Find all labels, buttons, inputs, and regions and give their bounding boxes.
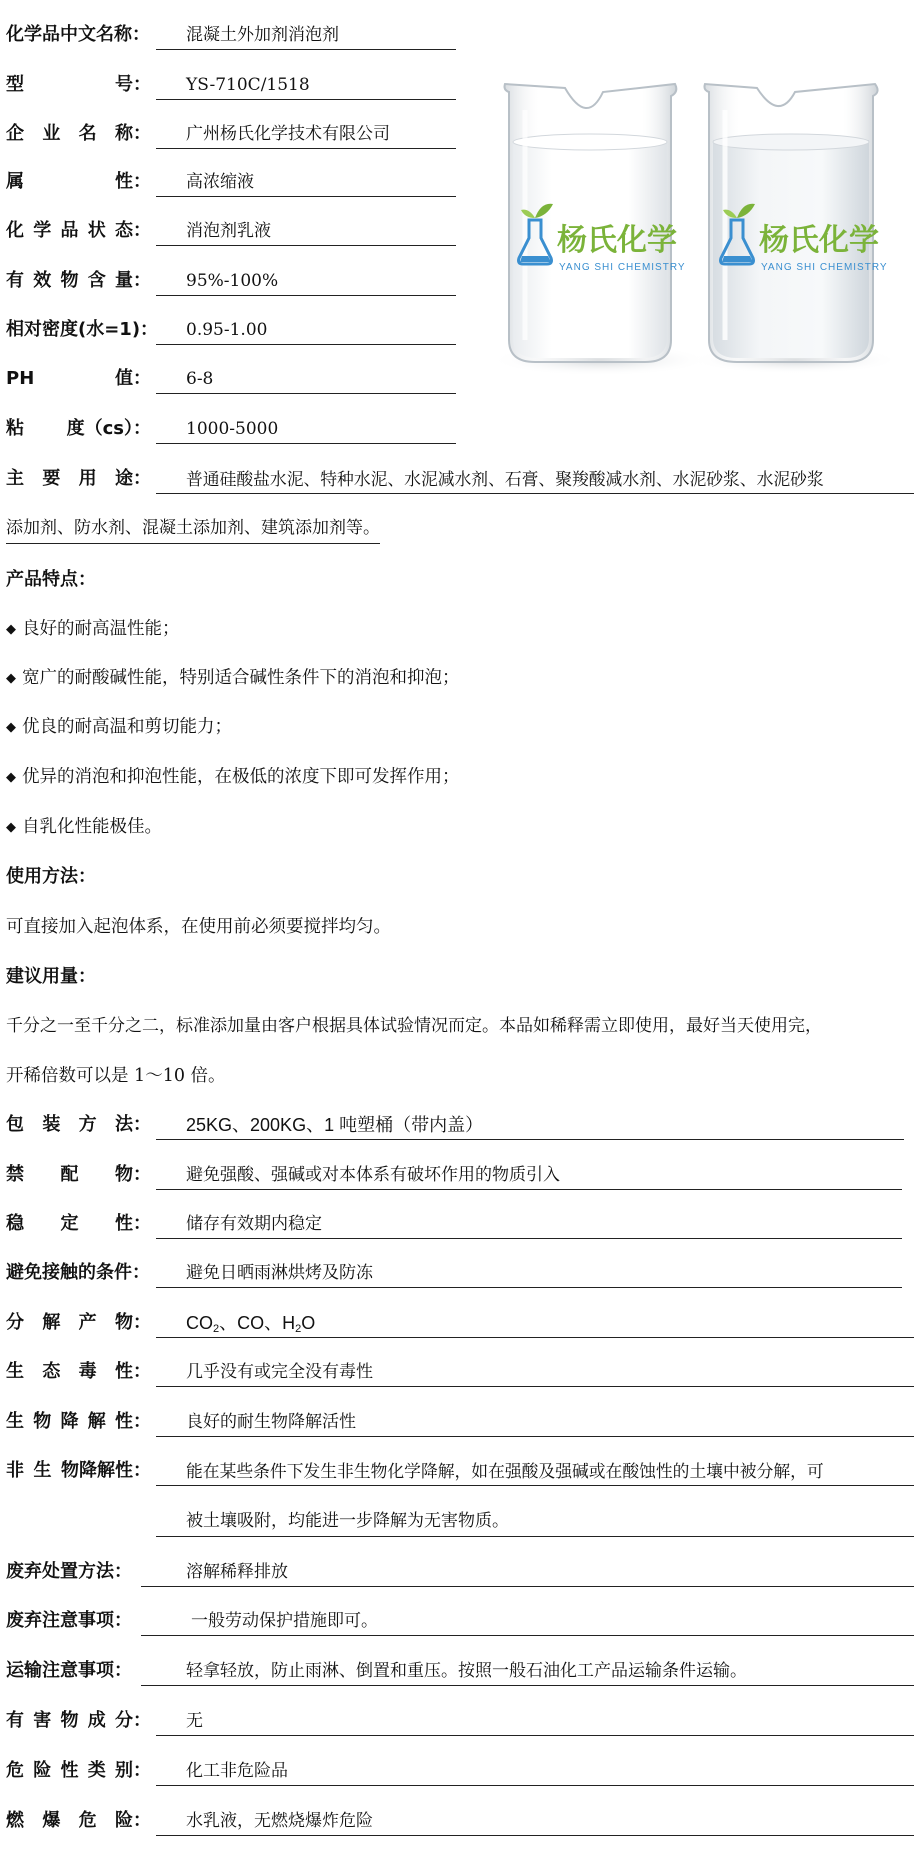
field-label-text: 法：	[114, 1114, 151, 1135]
field-label-text: 险：	[114, 1810, 151, 1831]
brand-name-left: 杨氏化学	[557, 223, 677, 258]
field-value: 无	[156, 1706, 914, 1736]
field-value: 避免强酸、强碱或对本体系有破坏作用的物质引入	[156, 1160, 902, 1190]
field-label-text: 学	[33, 220, 52, 241]
field-value: 溶解稀释排放	[141, 1557, 914, 1587]
field-label	[6, 1706, 151, 1736]
field-label-text: 包	[6, 1114, 24, 1135]
field-label-text: 主	[6, 468, 24, 489]
brand-name-right: 杨氏化学	[759, 223, 879, 258]
field-label-text: 物	[60, 270, 79, 291]
field-label: 运输注意事项：	[6, 1660, 132, 1681]
field-label-text: 性	[60, 1760, 79, 1781]
field-hazard-class	[6, 1756, 914, 1786]
field-label-text: 号：	[115, 74, 151, 95]
field-label	[6, 1756, 151, 1786]
field-label-text: 属	[6, 171, 24, 192]
field-value: 消泡剂乳液	[156, 216, 456, 246]
field-label-text: 物	[60, 1710, 79, 1731]
field-label-text: 要	[42, 468, 61, 489]
field-ph	[6, 364, 456, 394]
field-label-text: 含	[87, 270, 106, 291]
field-decomposition	[6, 1308, 914, 1338]
field-label	[6, 1456, 151, 1486]
field-label-text: 性：	[115, 1213, 151, 1234]
field-abiotic-degradation	[6, 1456, 914, 1486]
field-label-text: 有	[6, 1710, 24, 1731]
features-heading: 产品特点：	[6, 569, 96, 590]
field-label	[6, 1160, 151, 1190]
feature-item	[6, 812, 162, 843]
field-density	[6, 315, 456, 345]
field-label-text: 值：	[115, 368, 151, 389]
feature-item	[6, 663, 460, 694]
field-label-text: 效	[33, 270, 52, 291]
field-label: 避免接触的条件：	[6, 1262, 150, 1283]
beakers-illustration	[495, 70, 915, 380]
field-disposal-method	[6, 1557, 914, 1587]
diamond-bullet-icon: ◆	[6, 622, 16, 637]
field-value: 几乎没有或完全没有毒性	[156, 1357, 914, 1387]
field-label-text: 物：	[114, 1312, 151, 1333]
field-label-text: 非	[6, 1460, 24, 1481]
field-model	[6, 70, 456, 100]
field-label-text: 危	[6, 1760, 24, 1781]
field-label-text: 物降解性：	[61, 1460, 151, 1481]
field-label: 化学品中文名称：	[6, 24, 150, 45]
field-label-text: 分：	[115, 1710, 151, 1731]
field-value: 储存有效期内稳定	[156, 1209, 902, 1239]
dosage-text-2: 开稀倍数可以是 1～10 倍。	[6, 1066, 226, 1086]
field-label-text: 状	[87, 220, 106, 241]
feature-item	[6, 614, 180, 645]
field-label-text: 企	[6, 123, 24, 144]
field-value: 广州杨氏化学技术有限公司	[156, 119, 456, 149]
field-main-usage	[6, 464, 914, 494]
field-value: 轻拿轻放，防止雨淋、倒置和重压。按照一般石油化工产品运输条件运输。	[141, 1656, 914, 1686]
field-label	[6, 1806, 151, 1836]
field-label-text: 性：	[114, 1361, 151, 1382]
field-label-text: 性：	[115, 171, 151, 192]
field-value: $CO_2$、CO、$H_2O$	[156, 1308, 914, 1338]
field-label-text: 性：	[115, 1411, 151, 1432]
field-label: 废弃注意事项：	[6, 1610, 132, 1631]
abiotic-line-2	[156, 1506, 914, 1537]
field-value: 化工非危险品	[156, 1756, 914, 1786]
field-label	[6, 70, 151, 100]
field-label-text: 危	[78, 1810, 97, 1831]
field-label-text: 生	[6, 1361, 24, 1382]
product-beakers-image	[495, 70, 915, 380]
field-label-text: 名	[78, 123, 97, 144]
feature-text: 良好的耐高温性能；	[22, 619, 180, 639]
field-label-text: 量：	[115, 270, 151, 291]
field-packaging	[6, 1110, 906, 1140]
feature-text: 优良的耐高温和剪切能力；	[22, 717, 232, 737]
field-value: 1000-5000	[156, 414, 456, 444]
field-label-text: 型	[6, 74, 24, 95]
field-label-text: 品	[60, 220, 79, 241]
field-label-text: 物	[33, 1411, 52, 1432]
subscript: 2	[213, 1323, 220, 1335]
method-text: 可直接加入起泡体系，在使用前必须要搅拌均匀。	[6, 917, 391, 937]
field-viscosity	[6, 414, 456, 444]
field-value: 95%-100%	[156, 266, 456, 296]
field-incompatible	[6, 1160, 906, 1190]
field-value: 一般劳动保护措施即可。	[141, 1606, 914, 1636]
feature-item	[6, 712, 232, 743]
field-value: 6-8	[156, 364, 456, 394]
field-label: 废弃处置方法：	[6, 1561, 132, 1582]
field-value: 能在某些条件下发生非生物化学降解，如在强酸及强碱或在酸蚀性的土壤中被分解，可	[156, 1456, 914, 1486]
field-label-text: 生	[6, 1411, 24, 1432]
field-avoid-conditions	[6, 1258, 906, 1288]
brand-en-right: YANG SHI CHEMISTRY	[761, 262, 888, 273]
field-label-text: 禁	[6, 1164, 24, 1185]
feature-text: 自乳化性能极佳。	[22, 817, 162, 837]
field-value: YS-710C/1518	[156, 70, 456, 100]
field-label	[6, 1110, 151, 1140]
field-label	[6, 414, 151, 444]
field-label-text: PH	[6, 368, 35, 389]
field-label-text: 装	[42, 1114, 61, 1135]
field-label-text: 配	[60, 1164, 79, 1185]
field-label	[6, 167, 151, 197]
field-label-text: 险	[33, 1760, 52, 1781]
field-label	[6, 364, 151, 394]
field-label-text: 解	[42, 1312, 61, 1333]
diamond-bullet-icon: ◆	[6, 820, 16, 835]
field-label-text: 态	[42, 1361, 61, 1382]
field-value: 普通硅酸盐水泥、特种水泥、水泥减水剂、石膏、聚羧酸减水剂、水泥砂浆、水泥砂浆	[156, 464, 914, 494]
field-label-text: 途：	[114, 468, 151, 489]
field-fire-explosion	[6, 1806, 914, 1836]
field-label	[6, 216, 151, 246]
feature-text: 宽广的耐酸碱性能，特别适合碱性条件下的消泡和抑泡；	[22, 668, 460, 688]
field-label-text: 态：	[115, 220, 151, 241]
field-label-text: 分	[6, 1312, 24, 1333]
field-label-text: 燃	[6, 1810, 24, 1831]
field-label	[6, 1407, 151, 1437]
field-label-text: 毒	[78, 1361, 97, 1382]
field-label-text: 粘	[6, 418, 24, 439]
field-label	[6, 464, 151, 494]
dosage-heading: 建议用量：	[6, 966, 96, 987]
field-company	[6, 119, 456, 149]
field-label-text: 生	[33, 1460, 52, 1481]
field-label-text: 解	[87, 1411, 106, 1432]
feature-text: 优异的消泡和抑泡性能，在极低的浓度下即可发挥作用；	[22, 767, 460, 787]
field-label-text: 定	[60, 1213, 79, 1234]
field-label	[6, 1308, 151, 1338]
field-label-text: 物：	[115, 1164, 151, 1185]
abiotic-line-2-text: 被土壤吸附，均能进一步降解为无害物质。	[186, 1511, 509, 1531]
field-transport-notes	[6, 1656, 914, 1686]
field-label-text: 化	[6, 220, 24, 241]
field-label-text: 爆	[42, 1810, 61, 1831]
field-label	[6, 266, 151, 296]
field-label-text: 害	[33, 1710, 52, 1731]
field-stability	[6, 1209, 906, 1239]
field-label-text: 产	[78, 1312, 97, 1333]
field-label-text: 度（cs）：	[66, 418, 151, 439]
brand-en-left: YANG SHI CHEMISTRY	[559, 262, 686, 273]
field-active-content	[6, 266, 456, 296]
usage-line-2: 添加剂、防水剂、混凝土添加剂、建筑添加剂等。	[6, 513, 380, 544]
diamond-bullet-icon: ◆	[6, 720, 16, 735]
field-label	[6, 119, 151, 149]
diamond-bullet-icon: ◆	[6, 770, 16, 785]
field-label-text: 方	[78, 1114, 97, 1135]
field-label-text: 业	[42, 123, 61, 144]
field-value: 混凝土外加剂消泡剂	[156, 20, 456, 50]
method-heading: 使用方法：	[6, 866, 96, 887]
field-property	[6, 167, 456, 197]
field-value: 良好的耐生物降解活性	[156, 1407, 914, 1437]
field-value: 避免日晒雨淋烘烤及防冻	[156, 1258, 902, 1288]
field-value: 0.95-1.00	[156, 315, 456, 345]
field-label-text: 称：	[114, 123, 151, 144]
field-label	[6, 1357, 151, 1387]
field-chemical-name	[6, 20, 456, 50]
field-ecotoxicity	[6, 1357, 914, 1387]
field-label: 相对密度(水=1)：	[6, 319, 159, 340]
field-value: 25KG、200KG、1 吨塑桶（带内盖）	[156, 1110, 904, 1140]
field-label-text: 降	[60, 1411, 79, 1432]
field-hazardous-components	[6, 1706, 914, 1736]
field-value: 高浓缩液	[156, 167, 456, 197]
field-label-text: 用	[78, 468, 97, 489]
field-label-text: 稳	[6, 1213, 24, 1234]
field-label-text: 别：	[115, 1760, 151, 1781]
field-state	[6, 216, 456, 246]
field-biodegradability	[6, 1407, 914, 1437]
dosage-text-1: 千分之一至千分之二，标准添加量由客户根据具体试验情况而定。本品如稀释需立即使用，最好当天使用完，	[6, 1016, 822, 1036]
feature-item	[6, 762, 460, 793]
field-label-text: 类	[87, 1760, 106, 1781]
field-label	[6, 1209, 151, 1239]
diamond-bullet-icon: ◆	[6, 671, 16, 686]
field-label-text: 有	[6, 270, 24, 291]
field-value: 水乳液，无燃烧爆炸危险	[156, 1806, 914, 1836]
field-disposal-notes	[6, 1606, 914, 1636]
field-label-text: 成	[87, 1710, 106, 1731]
subscript: 2	[295, 1323, 302, 1335]
